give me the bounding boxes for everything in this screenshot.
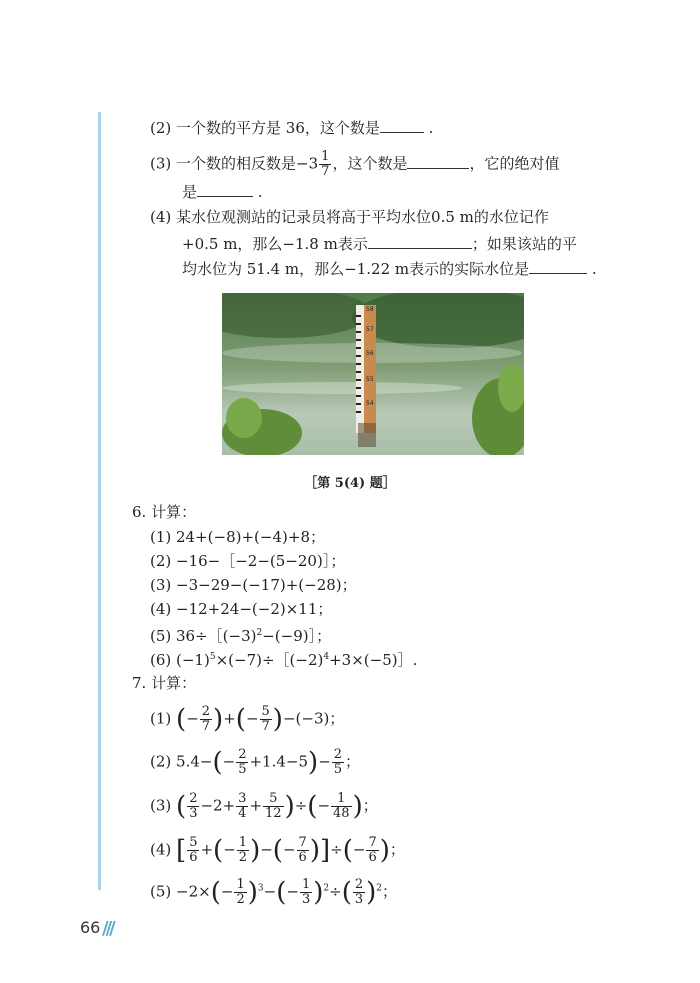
denominator: 7 bbox=[321, 164, 330, 179]
part-text: ，这个数是 bbox=[332, 154, 408, 173]
end-mark: . bbox=[428, 119, 434, 137]
expr-part: (5) 36÷［(−3) bbox=[150, 627, 257, 645]
q6-title: 6. 计算： bbox=[132, 503, 197, 521]
fraction: $\frac{5}{12}$ bbox=[265, 791, 282, 821]
fraction: $\frac{2}{3}$ bbox=[354, 877, 364, 907]
item-label: (5) bbox=[150, 882, 172, 901]
part-text: 一个数的平方是 36，这个数是 bbox=[176, 119, 380, 137]
fraction bbox=[319, 150, 331, 179]
part-text: 某水位观测站的记录员将高于平均水位0.5 m的水位记作 bbox=[176, 208, 549, 226]
gauge-mark: 55 bbox=[366, 376, 374, 383]
part-text: ；如果该站的平 bbox=[471, 235, 577, 253]
q6-item-3: (3) −3−29−(−17)+(−28)； bbox=[150, 576, 357, 594]
item-label: (4) bbox=[150, 840, 172, 859]
part-label: (2) bbox=[150, 119, 172, 137]
q5-part4-line2 bbox=[182, 232, 577, 254]
item-label: (3) bbox=[150, 796, 172, 815]
exponent: 2 bbox=[256, 628, 263, 638]
end-mark: . bbox=[257, 183, 263, 201]
water-gauge-photo bbox=[222, 293, 524, 455]
q5-part4-line1 bbox=[150, 207, 549, 227]
margin-rule bbox=[98, 112, 101, 890]
q6-item-5 bbox=[150, 623, 331, 646]
expr-part: ； bbox=[362, 796, 378, 815]
answer-blank[interactable] bbox=[407, 152, 469, 169]
exponent: 3 bbox=[257, 883, 264, 894]
q6-item-4: (4) −12+24−(−2)×11； bbox=[150, 600, 333, 618]
answer-blank[interactable] bbox=[529, 257, 587, 274]
expr-part: 5.4− bbox=[176, 752, 213, 771]
fraction: $\frac{1}{2}$ bbox=[238, 835, 248, 865]
expr-part: +1.4−5 bbox=[249, 752, 309, 771]
answer-blank[interactable] bbox=[197, 180, 253, 197]
q7-item-5: (5) −2×(− $\frac{1}{2}$ )$^3$−(− $\frac{1}{3}$ )$^2$÷( $\frac{2}{3}$ )$^2$； bbox=[150, 877, 398, 908]
exponent: 4 bbox=[323, 652, 330, 662]
page-number: 66 bbox=[80, 918, 101, 937]
photo-caption: ［第 5(4) 题］ bbox=[304, 476, 396, 491]
gauge-mark: 58 bbox=[366, 306, 374, 313]
fraction: $\frac{2}{5}$ bbox=[333, 747, 343, 777]
gauge-mark: 56 bbox=[366, 350, 374, 357]
exponent: 2 bbox=[323, 883, 330, 894]
photo-illustration bbox=[222, 293, 524, 455]
answer-blank[interactable] bbox=[368, 232, 472, 249]
part-text: 一个数的相反数是−3 bbox=[176, 154, 319, 173]
end-mark: . bbox=[591, 260, 597, 278]
expr-part: −(−9)］； bbox=[262, 627, 332, 645]
numerator: 1 bbox=[321, 149, 330, 164]
fraction: $\frac{1}{3}$ bbox=[301, 877, 311, 907]
expr-part: ； bbox=[345, 752, 361, 771]
exponent: 2 bbox=[376, 883, 383, 894]
part-label: (4) bbox=[150, 208, 172, 226]
fraction: $\frac{1}{48}$ bbox=[333, 791, 350, 821]
fraction: $\frac{1}{2}$ bbox=[236, 877, 245, 907]
expr-part: (6) (−1) bbox=[150, 651, 210, 669]
q7-item-3: (3) ( $\frac{2}{3}$ −2+ $\frac{3}{4}$ + $\frac{5}{12}$ )÷(− $\frac{1}{48}$ )； bbox=[150, 791, 378, 822]
q5-part2 bbox=[150, 116, 433, 138]
part-text: 是 bbox=[182, 183, 198, 201]
expr-part: ； bbox=[389, 840, 405, 859]
fraction: $\frac{5}{6}$ bbox=[189, 835, 198, 865]
gauge-mark: 54 bbox=[366, 400, 374, 407]
q7-item-2: (2) 5.4−(− $\frac{2}{5}$ +1.4−5)− $\frac{2}{5}$ ； bbox=[150, 747, 361, 778]
gauge-mark: 57 bbox=[366, 326, 374, 333]
exponent: 5 bbox=[209, 652, 216, 662]
q7-item-4: (4) [ $\frac{5}{6}$ +(− $\frac{1}{2}$ )−(− $\frac{7}{6}$ )]÷(− $\frac{7}{6}$ )； bbox=[150, 835, 405, 866]
fraction: $\frac{2}{3}$ bbox=[189, 791, 198, 821]
expr-part: −2× bbox=[176, 882, 211, 901]
fraction: $\frac{7}{6}$ bbox=[298, 835, 307, 865]
fraction: $\frac{5}{7}$ bbox=[261, 704, 270, 734]
expr-part: ×(−7)÷［(−2) bbox=[215, 651, 324, 669]
expr-part: −2+ bbox=[200, 796, 236, 815]
q7-item-1: (1) (− $\frac{2}{7}$ )+(− $\frac{5}{7}$ )−(−3)； bbox=[150, 704, 345, 735]
q7-title: 7. 计算： bbox=[132, 674, 197, 692]
q6-item-6 bbox=[150, 647, 417, 670]
fraction: $\frac{7}{6}$ bbox=[368, 835, 377, 865]
page-mark: /// bbox=[102, 918, 113, 939]
expr-part: ； bbox=[382, 882, 398, 901]
expr-part: +3×(−5)］. bbox=[329, 651, 418, 669]
fraction: $\frac{3}{4}$ bbox=[238, 791, 247, 821]
item-label: (2) bbox=[150, 752, 172, 771]
answer-blank[interactable] bbox=[380, 116, 424, 133]
part-text: +0.5 m，那么−1.8 m表示 bbox=[182, 235, 368, 253]
q5-part3 bbox=[150, 150, 559, 179]
q6-item-2: (2) −16−［−2−(5−20)］； bbox=[150, 552, 346, 570]
part-text: 均水位为 51.4 m，那么−1.22 m表示的实际水位是 bbox=[182, 260, 530, 278]
part-label: (3) bbox=[150, 154, 172, 173]
q6-item-1: (1) 24+(−8)+(−4)+8； bbox=[150, 528, 325, 546]
expr-part: −(−3)； bbox=[282, 709, 345, 728]
item-label: (1) bbox=[150, 709, 172, 728]
fraction: $\frac{2}{5}$ bbox=[238, 747, 247, 777]
fraction: $\frac{2}{7}$ bbox=[201, 704, 211, 734]
q5-part4-line3 bbox=[182, 257, 597, 279]
q5-part3-cont bbox=[182, 180, 263, 202]
part-text: ，它的绝对值 bbox=[469, 154, 560, 173]
